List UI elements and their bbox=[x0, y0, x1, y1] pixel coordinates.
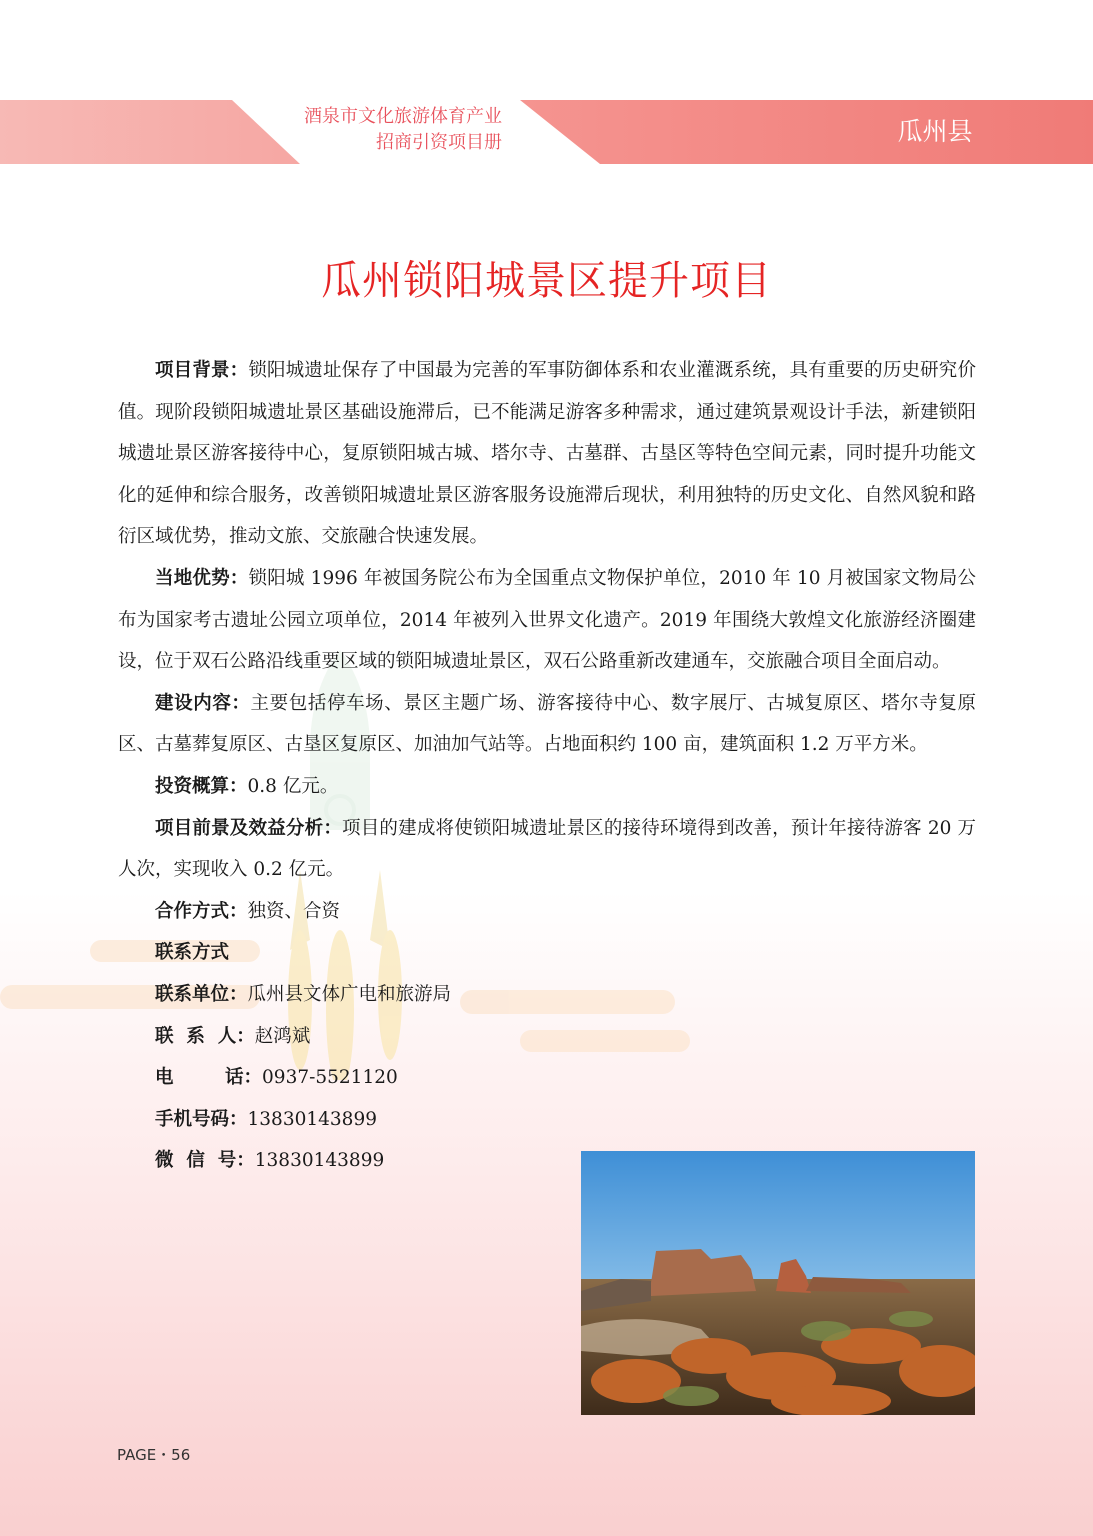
contact-phone-label: 电 话： bbox=[155, 1067, 263, 1089]
construction-label: 建设内容： bbox=[155, 692, 251, 714]
contact-mobile-row bbox=[118, 1099, 976, 1141]
background-text: 锁阳城遗址保存了中国最为完善的军事防御体系和农业灌溉系统，具有重要的历史研究价值。现阶段锁阳城遗址景区基础设施滞后，已不能满足游客多种需求，通过建筑景观设计手法，新建锁阳城遗址景区游客接待中心，复原锁阳城古城、塔尔寺、古墓群、古垦区等特色空间元素，同时提升功能文化的延伸和综合服务，改善锁阳城遗址景区游客服务设施滞后现状，利用独特的历史文化、自然风貌和路衍区域优势，推动文旅、交旅融合快速发展。 bbox=[118, 360, 976, 548]
page-number: PAGE・56 bbox=[117, 1446, 191, 1464]
ruin-wall-left bbox=[651, 1249, 756, 1296]
background-label: 项目背景： bbox=[155, 360, 249, 381]
contact-wechat-label: 微 信 号： bbox=[155, 1150, 255, 1172]
header-county: 瓜州县 bbox=[897, 117, 973, 146]
contact-person-row bbox=[118, 1016, 976, 1058]
contact-unit-row bbox=[118, 974, 976, 1016]
cooperation-text: 独资、合资 bbox=[247, 900, 341, 922]
scenic-photo bbox=[581, 1151, 975, 1415]
advantage-paragraph bbox=[118, 558, 976, 683]
project-content bbox=[118, 350, 976, 1182]
contact-unit-label: 联系单位： bbox=[155, 983, 248, 1005]
investment-label: 投资概算： bbox=[155, 775, 248, 797]
contact-wechat: 13830143899 bbox=[254, 1150, 385, 1172]
contact-person: 赵鸿斌 bbox=[254, 1025, 311, 1047]
contact-mobile-label: 手机号码： bbox=[155, 1108, 248, 1130]
contact-person-label: 联 系 人： bbox=[155, 1025, 255, 1047]
prospect-label: 项目前景及效益分析： bbox=[155, 817, 343, 839]
header-subtitle-line1: 酒泉市文化旅游体育产业 bbox=[304, 106, 502, 127]
prospect-text: 项目的建成将使锁阳城遗址景区的接待环境得到改善，预计年接待游客 20 万人次，实现收入 0.2 亿元。 bbox=[118, 817, 976, 881]
contact-phone: 0937-5521120 bbox=[262, 1067, 398, 1089]
investment-paragraph bbox=[118, 766, 976, 808]
background-paragraph bbox=[118, 350, 976, 558]
advantage-label: 当地优势： bbox=[155, 567, 249, 589]
contact-mobile: 13830143899 bbox=[247, 1108, 377, 1130]
investment-text: 0.8 亿元。 bbox=[247, 775, 339, 797]
advantage-text: 锁阳城 1996 年被国务院公布为全国重点文物保护单位，2010 年 10 月被国家文物局公布为国家考古遗址公园立项单位，2014 年被列入世界文化遗产。2019 年围绕大敦煌文化旅游经济圈建设，位于双石公路沿线重要区域的锁阳城遗址景区，双石公路重新改建通车，交旅融合项目全面启动。 bbox=[118, 567, 976, 673]
construction-text: 主要包括停车场、景区主题广场、游客接待中心、数字展厅、古城复原区、塔尔寺复原区、古墓葬复原区、古垦区复原区、加油加气站等。占地面积约 100 亩，建筑面积 1.2 万平方米。 bbox=[118, 692, 976, 756]
header-subtitle bbox=[240, 104, 502, 156]
contact-unit: 瓜州县文体广电和旅游局 bbox=[247, 983, 452, 1005]
contact-heading bbox=[118, 932, 976, 974]
banner-right-shape bbox=[520, 100, 1093, 164]
construction-paragraph bbox=[118, 683, 976, 766]
cooperation-paragraph bbox=[118, 891, 976, 933]
contact-heading-text: 联系方式 bbox=[155, 942, 230, 964]
prospect-paragraph bbox=[118, 808, 976, 891]
contact-phone-row bbox=[118, 1057, 976, 1099]
page-title: 瓜州锁阳城景区提升项目 bbox=[321, 258, 772, 304]
ruins-landscape-image bbox=[581, 1151, 975, 1415]
cooperation-label: 合作方式： bbox=[155, 900, 248, 922]
header-subtitle-line2: 招商引资项目册 bbox=[376, 132, 502, 153]
